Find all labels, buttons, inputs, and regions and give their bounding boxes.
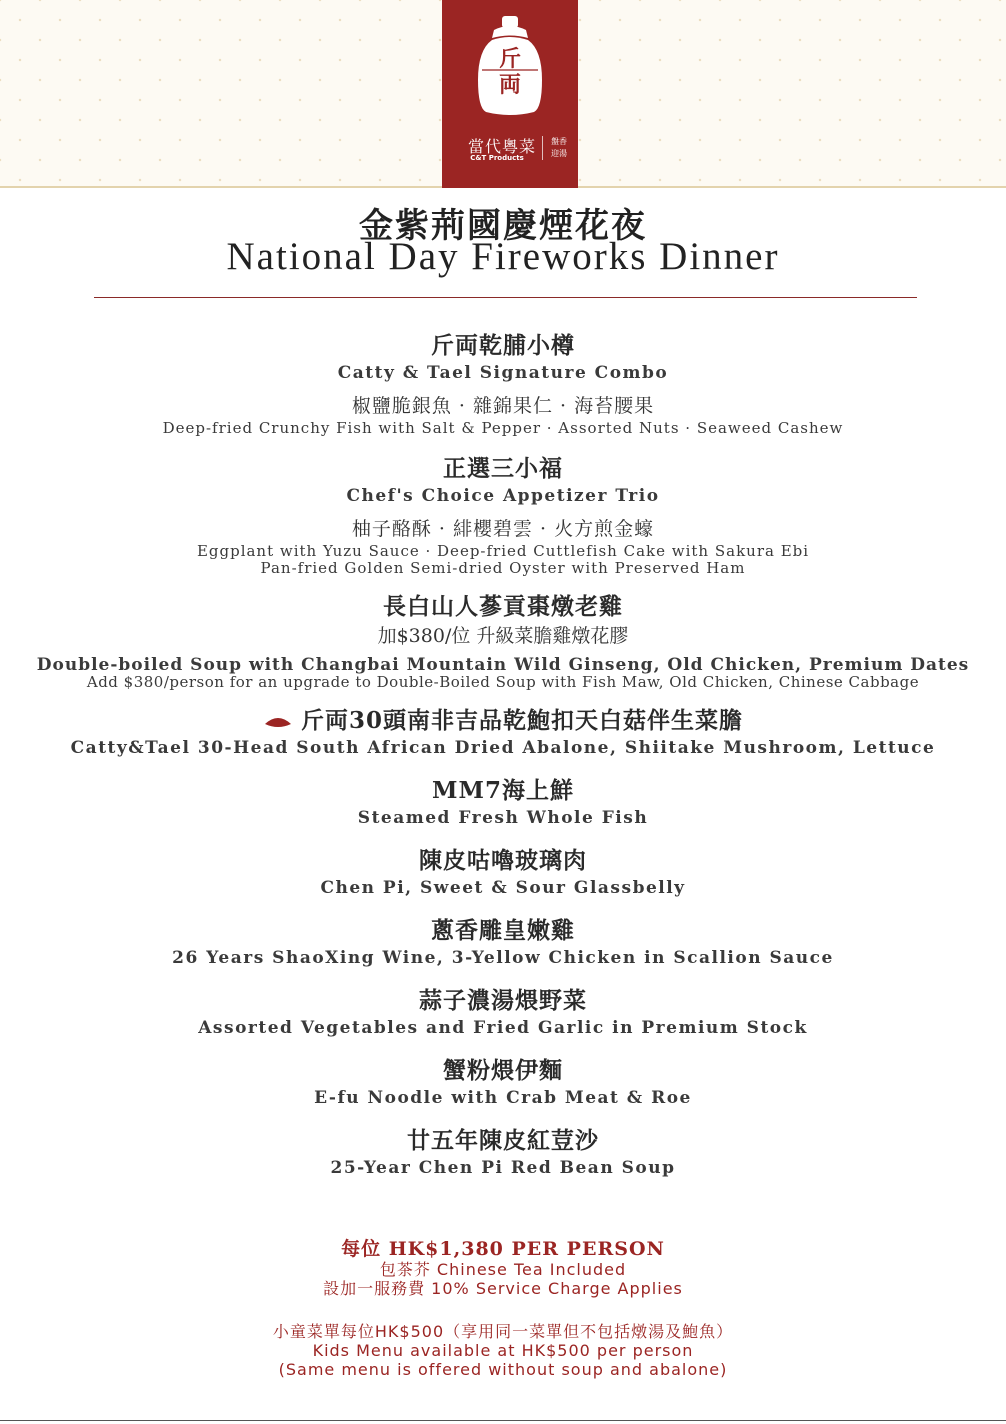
logo-glyphs: 斤両 [498, 46, 521, 98]
course-name-en: Catty&Tael 30-Head South African Dried Abalone, Shiitake Mushroom, Lettuce [70, 738, 936, 758]
course-name-en: E-fu Noodle with Crab Meat & Roe [314, 1088, 692, 1108]
course-detail-zh: 椒鹽脆銀魚 · 雜錦果仁 · 海苔腰果 [351, 395, 655, 417]
course-name-zh: 蔥香雕皇嫩雞 [431, 917, 575, 944]
course-name-en: Assorted Vegetables and Fried Garlic in Premium Stock [198, 1018, 808, 1038]
kids-menu-zh: 小童菜單每位HK$500（享用同一菜單但不包括燉湯及鮑魚） [272, 1322, 734, 1341]
title-en: National Day Fireworks Dinner [226, 235, 780, 278]
course-name-zh: MM7海上鮮 [432, 777, 574, 804]
course-item [0, 915, 1006, 969]
course-item [0, 591, 1006, 691]
course-name-zh: 斤両30頭南非吉品乾鮑扣天白菇伴生菜膽 [300, 707, 743, 734]
menu-list [0, 330, 1006, 1191]
course-name-en: Catty & Tael Signature Combo [337, 363, 669, 383]
logo-brand-zh: 當代粵菜 [467, 137, 536, 156]
course-name-en: Chef's Choice Appetizer Trio [346, 486, 660, 506]
course-item [0, 453, 1006, 577]
kids-menu-note [0, 1322, 1006, 1379]
course-detail-en: Eggplant with Yuzu Sauce · Deep-fried Cuttlefish Cake with Sakura Ebi [196, 542, 810, 560]
course-name-zh: 廿五年陳皮紅荳沙 [407, 1127, 599, 1154]
kids-menu-price: Kids Menu available at HK$500 per person [312, 1341, 694, 1360]
course-name-en: 25-Year Chen Pi Red Bean Soup [330, 1158, 676, 1178]
course-item [0, 985, 1006, 1039]
course-item [0, 775, 1006, 829]
pricing [0, 1238, 1006, 1298]
course-name-zh: 正選三小福 [443, 455, 563, 482]
course-detail-en: Pan-fried Golden Semi-dried Oyster with Preserved Ham [260, 559, 746, 577]
price-per-person: 每位 HK$1,380 PER PERSON [341, 1238, 665, 1260]
restaurant-logo [442, 0, 578, 188]
course-name-en: Steamed Fresh Whole Fish [357, 808, 649, 828]
course-name-zh: 長白山人蔘貢棗燉老雞 [383, 593, 623, 620]
bottom-border [0, 1420, 1006, 1421]
course-detail-zh: 柚子酪酥 · 緋櫻碧雲 · 火方煎金蠔 [351, 518, 655, 540]
course-name-en: Chen Pi, Sweet & Sour Glassbelly [320, 878, 686, 898]
course-item [0, 330, 1006, 437]
course-name-en: Double-boiled Soup with Changbai Mountain Wild Ginseng, Old Chicken, Premium Dates [36, 655, 970, 675]
course-detail-en: Deep-fried Crunchy Fish with Salt & Pepper · Assorted Nuts · Seaweed Cashew [162, 419, 844, 437]
course-name-zh: 蒜子濃湯煨野菜 [419, 987, 587, 1014]
title-zh: 金紫荊國慶煙花夜 [359, 206, 647, 246]
course-name-en: 26 Years ShaoXing Wine, 3-Yellow Chicken in Scallion Sauce [172, 948, 834, 968]
course-name-row [0, 705, 1006, 737]
course-name-zh: 斤両乾脯小樽 [431, 332, 575, 359]
course-item [0, 1055, 1006, 1109]
course-item [0, 705, 1006, 759]
logo-side-text: 盤香 迎湯 [542, 136, 571, 160]
course-name-zh: 陳皮咕嚕玻璃肉 [419, 847, 587, 874]
course-item [0, 1125, 1006, 1179]
title-divider [94, 297, 917, 298]
course-upgrade-en: Add $380/person for an upgrade to Double-Boiled Soup with Fish Maw, Old Chicken, Chinese Cabbage [86, 673, 920, 691]
service-charge-note: 設加一服務費 10% Service Charge Applies [323, 1279, 683, 1298]
tea-note: 包茶芥 Chinese Tea Included [379, 1260, 627, 1279]
course-upgrade-zh: 加$380/位 升級菜膽雞燉花膠 [377, 625, 629, 647]
logo-brand-en: C&T Products [470, 154, 524, 162]
course-item [0, 845, 1006, 899]
signature-dish-icon [263, 714, 293, 730]
course-name-zh: 蟹粉煨伊麵 [443, 1057, 563, 1084]
kids-menu-condition: (Same menu is offered without soup and abalone) [278, 1360, 728, 1379]
